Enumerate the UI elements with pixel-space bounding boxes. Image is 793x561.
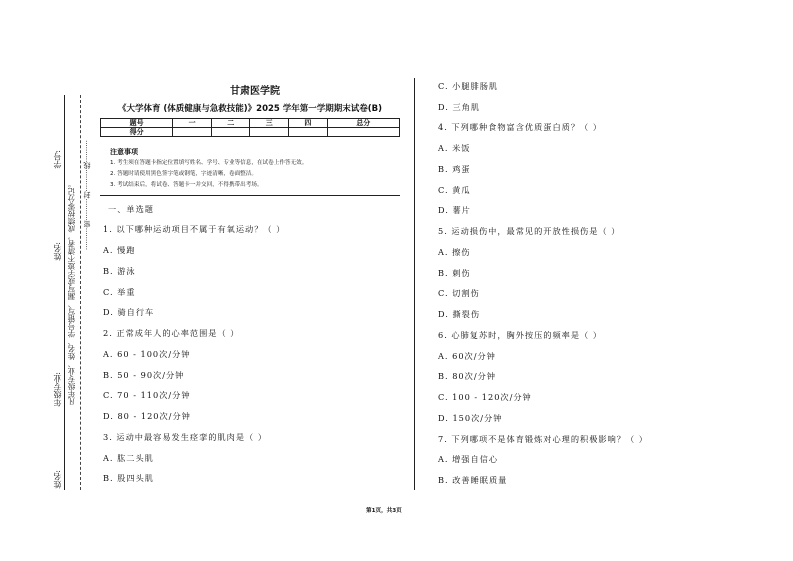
option-text: C. 70 - 110次/分钟 [103, 390, 191, 400]
option-text: A. 增强自信心 [438, 454, 499, 464]
option-text: C. 切割伤 [438, 288, 480, 298]
score-cell: 四 [289, 119, 328, 128]
question-text: 2. 正常成年人的心率范围是（ ） [103, 328, 240, 338]
student-id-label: 学号: [53, 150, 62, 169]
name-label-bottom: 姓名: [53, 470, 62, 489]
score-cell: 题号 [101, 119, 173, 128]
option-text: A. 60 - 100次/分钟 [103, 349, 191, 359]
header-divider [100, 195, 400, 196]
option-text: C. 黄瓜 [438, 185, 471, 195]
notice-title: 注意事项 [110, 148, 138, 156]
question-text: 3. 运动中最容易发生痉挛的肌肉是（ ） [103, 432, 268, 442]
question-text: 5. 运动损伤中，最常见的开放性损伤是（ ） [438, 226, 621, 236]
option-text: A. 慢跑 [103, 245, 136, 255]
page-number: 第1页，共3页 [366, 508, 402, 514]
score-cell [250, 128, 289, 137]
score-table-header-row [101, 119, 400, 128]
option-text: D. 150次/分钟 [438, 413, 503, 423]
notice-item: 1. 考生须在答题卡指定位置填写姓名、学号、专业等信息，在试卷上作答无效。 [110, 160, 308, 166]
question-text: 6. 心肺复苏时，胸外按压的频率是（ ） [438, 330, 603, 340]
question-text: 1. 以下哪种运动项目不属于有氧运动？（ ） [103, 224, 286, 234]
exam-title: 《大学体育 (体质健康与急救技能)》2025 学年第一学期期末试卷(B) [117, 104, 383, 114]
option-text: D. 撕裂伤 [438, 309, 481, 319]
option-text: B. 刺伤 [438, 268, 471, 278]
school-name: 甘肃医学院 [230, 86, 280, 97]
option-text: C. 100 - 120次/分钟 [438, 392, 532, 402]
section-heading: 一、单选题 [108, 204, 154, 214]
seal-line-text: ··········密··········封··········线·········· [83, 140, 91, 251]
option-text: A. 擦伤 [438, 247, 471, 257]
option-text: D. 薯片 [438, 205, 471, 215]
score-cell [289, 128, 328, 137]
score-cell: 二 [211, 119, 250, 128]
option-text: A. 60次/分钟 [438, 351, 496, 361]
option-text: D. 80 - 120次/分钟 [103, 411, 191, 421]
notice-item: 2. 答题时请使用黑色签字笔或钢笔，字迹清晰，卷面整洁。 [110, 171, 257, 177]
score-cell [211, 128, 250, 137]
option-text: D. 骑自行车 [103, 307, 155, 317]
option-text: B. 游泳 [103, 266, 136, 276]
binding-warning: 凡年级专业、姓名、学号错写、漏写或字迹不清者，成绩按零分记。 [67, 180, 76, 405]
option-text: B. 改善睡眠质量 [438, 475, 508, 485]
score-cell [327, 128, 399, 137]
name-label: 姓名: [53, 242, 62, 261]
score-table-score-row [101, 128, 400, 137]
option-text: B. 股四头肌 [103, 473, 154, 483]
option-text: A. 肱二头肌 [103, 453, 154, 463]
column-divider [414, 78, 415, 490]
grade-major-label: 年级专业: [53, 372, 62, 407]
option-text: C. 小腿腓肠肌 [438, 81, 499, 91]
score-table [100, 118, 400, 137]
notice-item: 3. 考试结束后，将试卷、答题卡一并交回，不得携带出考场。 [110, 182, 263, 188]
score-cell [173, 128, 212, 137]
question-text: 7. 下列哪项不是体育锻炼对心理的积极影响？（ ） [438, 434, 648, 444]
score-cell: 总分 [327, 119, 399, 128]
option-text: B. 80次/分钟 [438, 371, 496, 381]
option-text: D. 三角肌 [438, 102, 481, 112]
score-cell: 三 [250, 119, 289, 128]
option-text: B. 50 - 90次/分钟 [103, 370, 185, 380]
option-text: B. 鸡蛋 [438, 164, 471, 174]
option-text: A. 米饭 [438, 143, 471, 153]
seal-dashed-line [80, 95, 81, 490]
score-cell: 得分 [101, 128, 173, 137]
score-cell: 一 [173, 119, 212, 128]
option-text: C. 举重 [103, 287, 136, 297]
binding-line-1 [64, 95, 65, 490]
question-text: 4. 下列哪种食物富含优质蛋白质？（ ） [438, 122, 603, 132]
